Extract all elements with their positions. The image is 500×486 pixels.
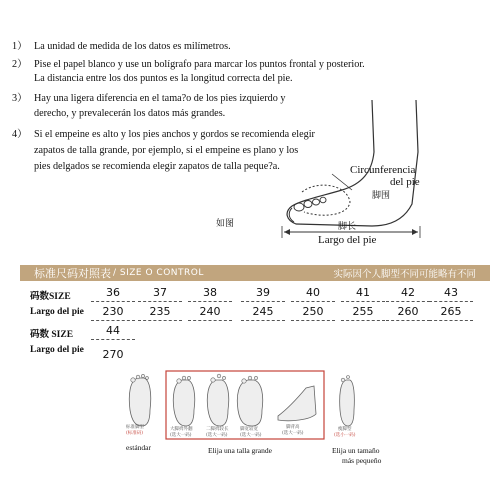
small-foot-cn: 瘦脚型 bbox=[338, 427, 352, 432]
row-divider bbox=[429, 301, 473, 302]
size-cell: 41 bbox=[356, 286, 370, 299]
size-cell: 37 bbox=[153, 286, 167, 299]
size-cell: 42 bbox=[401, 286, 415, 299]
instruction-4-cont2: pies delgados se recomienda elegir zapatos de talla peque?a. bbox=[34, 161, 280, 172]
large-type-3-cn: 脚宽较宽 bbox=[240, 427, 258, 432]
length-cell: 230 bbox=[102, 305, 124, 318]
size-cell: 44 bbox=[106, 324, 120, 337]
large-size-caption: Elija una talla grande bbox=[208, 446, 272, 455]
row-label: Largo del pie bbox=[30, 307, 84, 317]
instep-cn-label: 脚围 bbox=[372, 191, 391, 201]
instruction-number: 3） bbox=[12, 93, 28, 104]
small-size-caption-2: más pequeño bbox=[342, 456, 382, 465]
row-divider bbox=[341, 320, 385, 321]
circumference-label-2: del pie bbox=[390, 176, 420, 188]
length-cell: 260 bbox=[397, 305, 419, 318]
size-cell: 38 bbox=[203, 286, 217, 299]
row-divider bbox=[91, 301, 135, 302]
instruction-text: Si el empeine es alto y los pies anchos y gordos se recomienda elegir bbox=[34, 129, 315, 140]
row-divider bbox=[91, 320, 135, 321]
size-cell: 39 bbox=[256, 286, 270, 299]
size-cell: 36 bbox=[106, 286, 120, 299]
size-row bbox=[20, 323, 490, 342]
size-chart-header bbox=[20, 265, 490, 281]
small-size-caption-1: Elija un tamaño bbox=[332, 446, 380, 455]
large-type-4-cn: 脚背高 bbox=[286, 425, 300, 430]
instruction-text: Pise el papel blanco y use un bolígrafo para marcar los puntos frontal y posterior. bbox=[34, 59, 365, 70]
row-divider bbox=[429, 320, 473, 321]
length-cell: 265 bbox=[440, 305, 462, 318]
instruction-4-cont: zapatos de talla grande, por ejemplo, si el empeine es plano y los bbox=[34, 145, 299, 156]
size-chart bbox=[20, 265, 490, 363]
row-label: Largo del pie bbox=[30, 345, 84, 355]
large-type-4-sub: (选大一码) bbox=[282, 431, 304, 436]
row-divider bbox=[241, 320, 285, 321]
instruction-text: Hay una ligera diferencia en el tama?o de los pies izquierdo y bbox=[34, 93, 286, 104]
standard-caption: estándar bbox=[126, 443, 151, 452]
length-row bbox=[20, 342, 490, 361]
length-label: Largo del pie bbox=[318, 234, 377, 246]
row-divider bbox=[91, 339, 135, 340]
standard-foot-cn: 标准脚型 bbox=[126, 425, 144, 430]
instruction-text: La unidad de medida de los datos es milímetros. bbox=[34, 41, 231, 52]
instruction-number: 4） bbox=[12, 129, 28, 140]
instruction-2-cont: La distancia entre los dos puntos es la longitud correcta del pie. bbox=[34, 73, 293, 84]
large-type-2-cn: 二脚拇较长 bbox=[206, 427, 229, 432]
row-label: 码数 SIZE bbox=[30, 330, 74, 340]
circumference-label: Circunferencia bbox=[350, 164, 416, 176]
row-divider bbox=[138, 301, 182, 302]
instruction-number: 2） bbox=[12, 59, 28, 70]
instruction-number: 1） bbox=[12, 41, 28, 52]
size-cell: 40 bbox=[306, 286, 320, 299]
size-chart-title-en: / SIZE O CONTROL bbox=[113, 268, 204, 278]
length-cn-label: 脚长 bbox=[338, 222, 357, 232]
row-divider bbox=[341, 301, 385, 302]
instruction-2 bbox=[12, 58, 365, 72]
row-divider bbox=[291, 301, 335, 302]
row-divider bbox=[386, 301, 430, 302]
size-chart-note: 实际因个人脚型不同可能略有不同 bbox=[333, 269, 476, 280]
as-shown-label: 如图 bbox=[216, 219, 235, 229]
length-cell: 240 bbox=[199, 305, 221, 318]
length-cell: 245 bbox=[252, 305, 274, 318]
length-cell: 250 bbox=[302, 305, 324, 318]
foot-type-guide bbox=[120, 370, 380, 482]
length-cell: 255 bbox=[352, 305, 374, 318]
small-foot-cn-sub: (选小一码) bbox=[334, 433, 356, 438]
row-divider bbox=[241, 301, 285, 302]
size-chart-title-cn: 标准尺码对照表 bbox=[34, 267, 111, 280]
row-label: 码数SIZE bbox=[30, 292, 71, 302]
large-type-2-sub: (选大一码) bbox=[206, 433, 228, 438]
foot-measurement-illustration bbox=[216, 92, 492, 252]
size-row bbox=[20, 285, 490, 304]
row-divider bbox=[188, 301, 232, 302]
large-type-3-sub: (选大一码) bbox=[240, 433, 262, 438]
row-divider bbox=[138, 320, 182, 321]
row-divider bbox=[291, 320, 335, 321]
length-cell: 270 bbox=[102, 348, 124, 361]
row-divider bbox=[386, 320, 430, 321]
length-cell: 235 bbox=[149, 305, 171, 318]
size-cell: 43 bbox=[444, 286, 458, 299]
length-row bbox=[20, 304, 490, 323]
instruction-3-cont: derecho, y prevalecerán los datos más grandes. bbox=[34, 108, 226, 119]
row-divider bbox=[188, 320, 232, 321]
large-type-1-sub: (选大一码) bbox=[170, 433, 192, 438]
standard-foot-cn-sub: (标准码) bbox=[126, 431, 144, 436]
instruction-1 bbox=[12, 40, 231, 54]
large-type-1-cn: 大脚拇外翻 bbox=[170, 427, 193, 432]
